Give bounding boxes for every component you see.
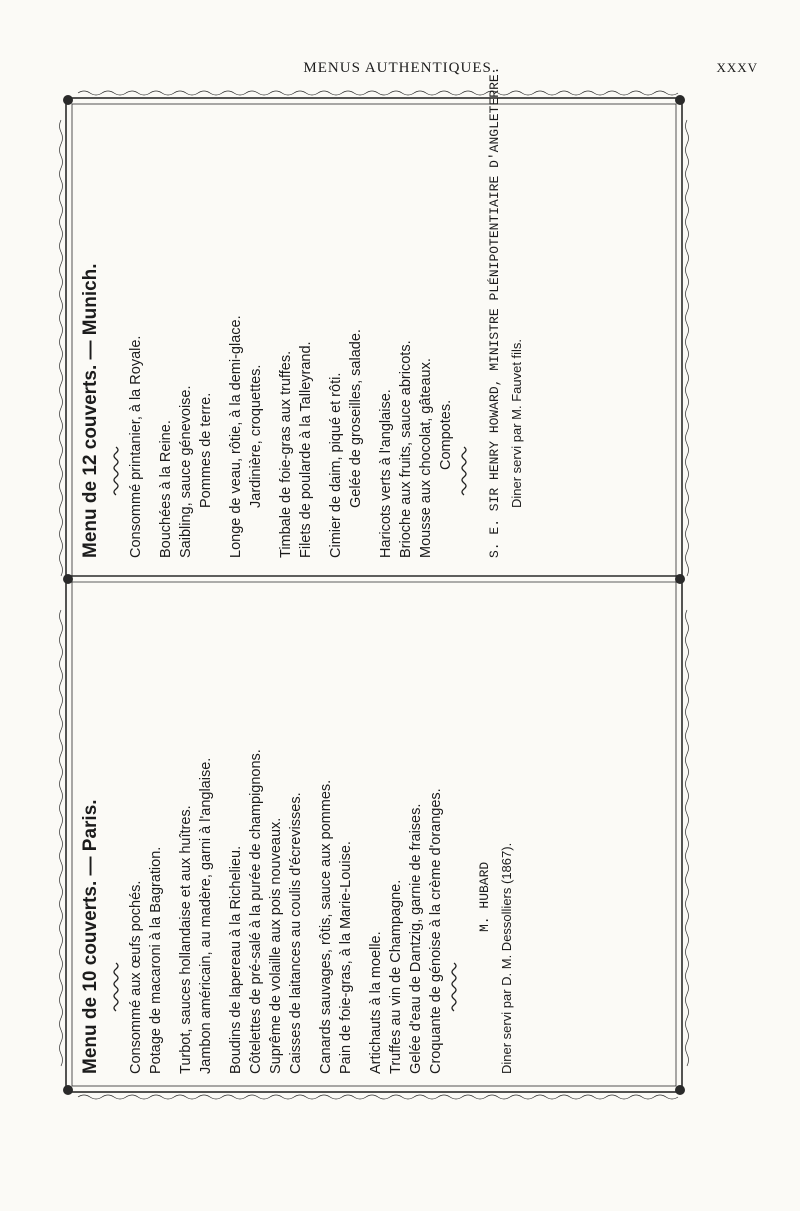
dish-line: Jambon américain, au madère, garni à l'anglaise.: [198, 757, 214, 1074]
dish-line: Cimier de daim, piqué et rôti.: [328, 372, 344, 558]
dish-line: Artichauts à la moelle.: [368, 931, 384, 1074]
menu-paris-title: Menu de 10 couverts. — Paris.: [80, 799, 101, 1074]
dish-line: Suprême de volaille aux pois nouveaux.: [268, 817, 284, 1074]
menu-munich-served-by: Diner servi par M. Fauvet fils.: [509, 338, 524, 508]
dish-line: Pain de foie-gras, à la Marie-Louise.: [338, 841, 354, 1074]
dish-line: Gelée d'eau de Dantzig, garnie de fraises.: [408, 803, 424, 1074]
dish-line: Haricots verts à l'anglaise.: [378, 389, 394, 558]
dish-line: Timbale de foie-gras aux truffes.: [278, 350, 294, 558]
menu-paris-panel: [74, 590, 674, 1082]
menu-paris-rotated: [74, 590, 674, 1082]
dish-line: Brioche aux fruits, sauce abricots.: [398, 340, 414, 558]
dish-line: Caisses de laitances au coulis d'écrevisses.: [288, 792, 304, 1074]
dish-line: Mousse aux chocolat, gâteaux.: [418, 358, 434, 558]
dish-line: Consommé aux œufs pochés.: [128, 880, 144, 1074]
dish-line: Gelée de groseilles, salade.: [348, 329, 364, 508]
dish-line: Longe de veau, rôtie, à la demi-glace.: [228, 315, 244, 558]
squiggle-divider: [446, 590, 464, 1012]
dish-line: Canards sauvages, rôtis, sauce aux pommes.: [318, 779, 334, 1074]
dish-line: Côtelettes de pré-salé à la purée de champignons.: [248, 749, 264, 1074]
squiggle-divider: [108, 106, 126, 496]
page-header: [0, 60, 800, 84]
dish-line: Filets de poularde à la Talleyrand.: [298, 341, 314, 558]
dish-line: Boudins de lapereau à la Richelieu.: [228, 845, 244, 1074]
running-title: MENUS AUTHENTIQUES.: [303, 60, 497, 76]
squiggle-divider: [108, 590, 126, 1012]
dish-line: Compotes.: [438, 399, 454, 470]
dish-line: Saibling, sauce génevoise.: [178, 385, 194, 558]
dish-line: Bouchées à la Reine.: [158, 420, 174, 558]
dish-line: Jardinière, croquettes.: [248, 364, 264, 508]
dish-line: Truffes au vin de Champagne.: [388, 879, 404, 1074]
squiggle-divider: [456, 106, 474, 496]
page-number: XXXV: [716, 60, 758, 75]
dish-line: Consommé printanier, à la Royale.: [128, 335, 144, 558]
dish-line: Turbot, sauces hollandaise et aux huîtres.: [178, 805, 194, 1074]
dish-line: Potage de macaroni à la Bagration.: [148, 846, 164, 1074]
dish-line: Pommes de terre.: [198, 392, 214, 508]
menu-paris-host: M. HUBARD: [477, 861, 492, 932]
menu-munich-title: Menu de 12 couverts. — Munich.: [80, 263, 101, 558]
dish-line: Croquante de génoise à la crème d'oranges.: [428, 788, 444, 1074]
menu-munich-host: S. E. SIR HENRY HOWARD, MINISTRE PLÉNIPOTENTIAIRE D'ANGLETERRE.: [487, 66, 502, 558]
menu-paris-served-by: Diner servi par D. M. Dessolliers (1867).: [499, 842, 514, 1074]
